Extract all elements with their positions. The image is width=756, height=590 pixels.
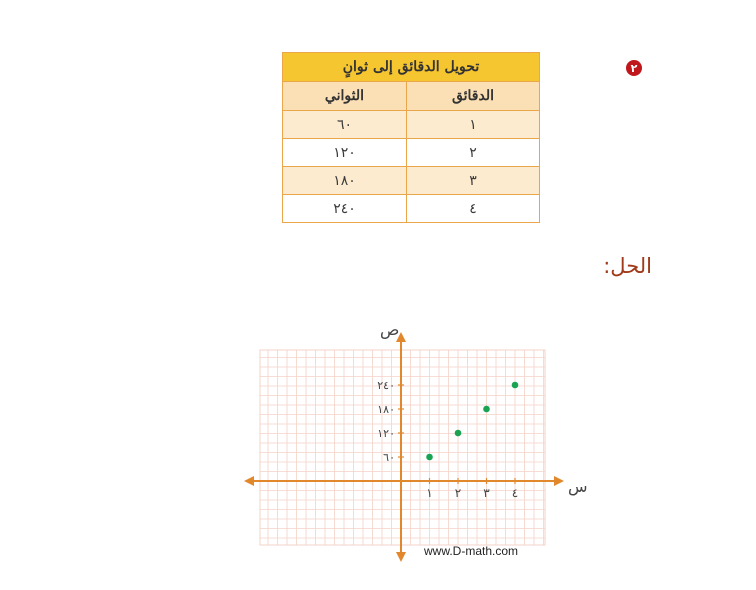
minutes-cell: ١ [406,111,539,139]
minutes-header: الدقائق [406,82,539,111]
y-tick-label: ٢٤٠ [377,379,395,392]
grid-border [260,350,545,545]
y-tick-label: ١٨٠ [377,403,395,416]
solution-label: الحل: [603,254,652,278]
x-tick-label: ٣ [483,486,490,500]
minutes-cell: ٣ [406,167,539,195]
seconds-cell: ١٨٠ [283,167,407,195]
x-axis-label: س [568,477,588,496]
seconds-cell: ١٢٠ [283,139,407,167]
seconds-header: الثواني [283,82,407,111]
data-point [512,382,519,389]
y-tick-label: ١٢٠ [377,427,395,440]
problem-number-badge: ٢ [626,60,642,76]
data-point [483,406,490,413]
data-point [426,454,433,461]
x-tick-label: ٢ [454,486,462,500]
grid [260,350,545,545]
seconds-cell: ٢٤٠ [283,195,407,223]
data-points [426,382,518,461]
y-axis-label: ص [380,320,400,339]
minutes-cell: ٢ [406,139,539,167]
seconds-cell: ٦٠ [283,111,407,139]
table-title: تحويل الدقائق إلى ثوانٍ [283,53,540,82]
website-watermark: www.D-math.com [424,544,519,558]
y-axis-arrow-down [396,552,406,562]
data-point [455,430,462,437]
x-axis-arrow-right [554,476,564,486]
axes [244,320,588,562]
x-tick-label: ٤ [511,486,519,500]
y-tick-label: ٦٠ [383,451,395,464]
x-tick-label: ١ [426,486,433,500]
x-axis-arrow-left [244,476,254,486]
minutes-cell: ٤ [406,195,539,223]
